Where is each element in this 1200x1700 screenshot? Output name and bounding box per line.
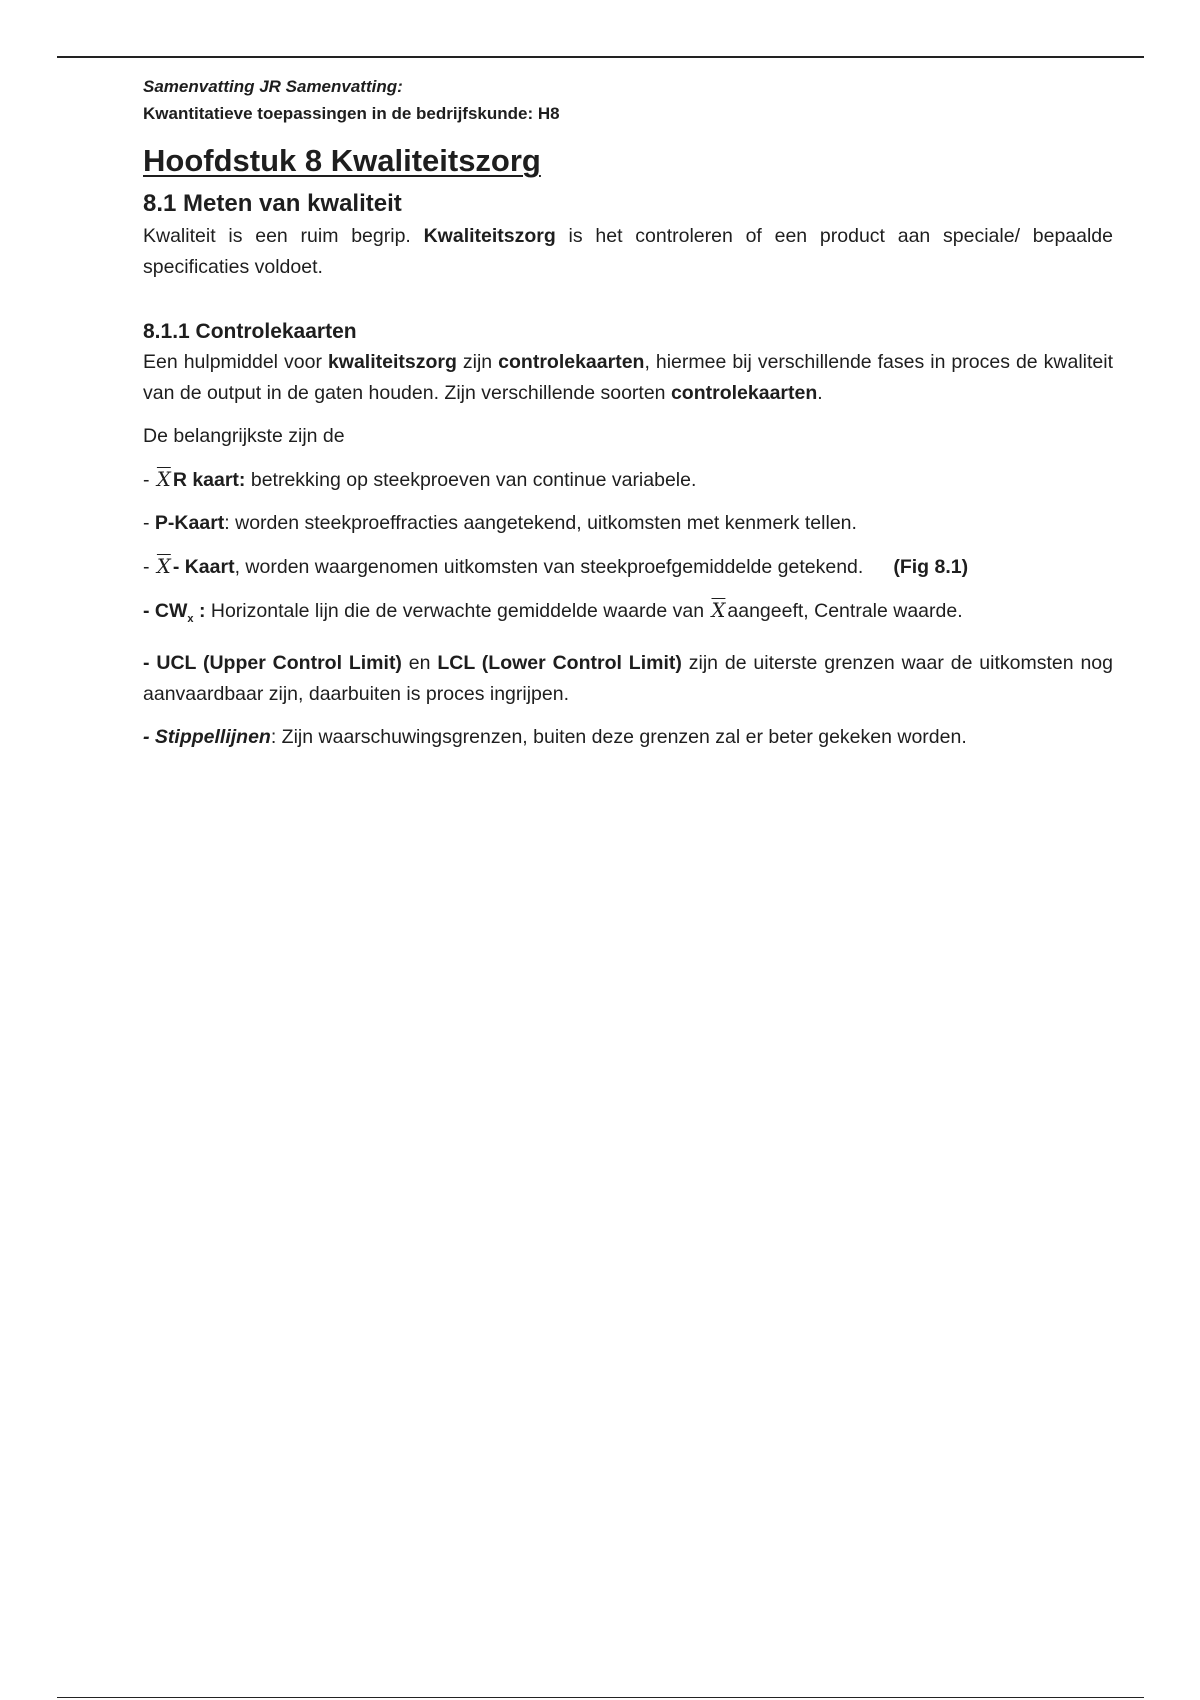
section-title-8-1-1: 8.1.1 Controlekaarten [143, 320, 357, 343]
list-item-ucl-lcl: - UCL (Upper Control Limit) en LCL (Lower Control Limit) zijn de uiterste grenzen waar de uitkomsten nog aanvaardbaar zijn, daarbuiten is proces ingrijpen. [143, 651, 1113, 705]
list-intro: De belangrijkste zijn de [143, 425, 345, 447]
section-title-8-1: 8.1 Meten van kwaliteit [143, 190, 402, 217]
document-page [143, 73, 1113, 753]
list-item-stippellijnen: - Stippellijnen: Zijn waarschuwingsgrenzen, buiten deze grenzen zal er beter gekeken worden. [143, 725, 967, 748]
bottom-rule [57, 1697, 1144, 1698]
list-item-x-kaart: - $\overline{X}$ - Kaart, worden waargenomen uitkomsten van steekproefgemiddelde getekend. (Fig 8.1) [143, 555, 969, 578]
top-rule [57, 56, 1144, 58]
running-header-line2: Kwantitatieve toepassingen in de bedrijfskunde: H8 [143, 104, 560, 123]
figure-reference: (Fig 8.1) [893, 556, 969, 578]
paragraph-kwaliteit: Kwaliteit is een ruim begrip. Kwaliteitszorg is het controleren of een product aan speciale/ bepaalde specificaties voldoet. [143, 225, 1113, 278]
x-bar-symbol: $\overline{X}$ [156, 468, 171, 491]
x-bar-symbol: $\overline{X}$ [156, 555, 171, 578]
chapter-title: Hoofdstuk 8 Kwaliteitszorg [143, 143, 541, 178]
list-item-xr-kaart: - $\overline{X}$ R kaart: betrekking op steekproeven van continue variabele. [143, 468, 697, 491]
list-item-p-kaart: - P-Kaart: worden steekproeffracties aangetekend, uitkomsten met kenmerk tellen. [143, 512, 857, 534]
list-item-cw: - $CW_x$ : Horizontale lijn die de verwachte gemiddelde waarde van $\overline{X}$ aangeeft, Centrale waarde. [143, 599, 963, 625]
running-header-line1: Samenvatting JR Samenvatting: [143, 77, 403, 96]
x-bar-symbol: $\overline{X}$ [711, 599, 726, 622]
paragraph-controlekaarten: Een hulpmiddel voor kwaliteitszorg zijn controlekaarten, hiermee bij verschillende fases in proces de kwaliteit van de output in de gaten houden. Zijn verschillende soorten controlekaarten. [143, 351, 1113, 404]
